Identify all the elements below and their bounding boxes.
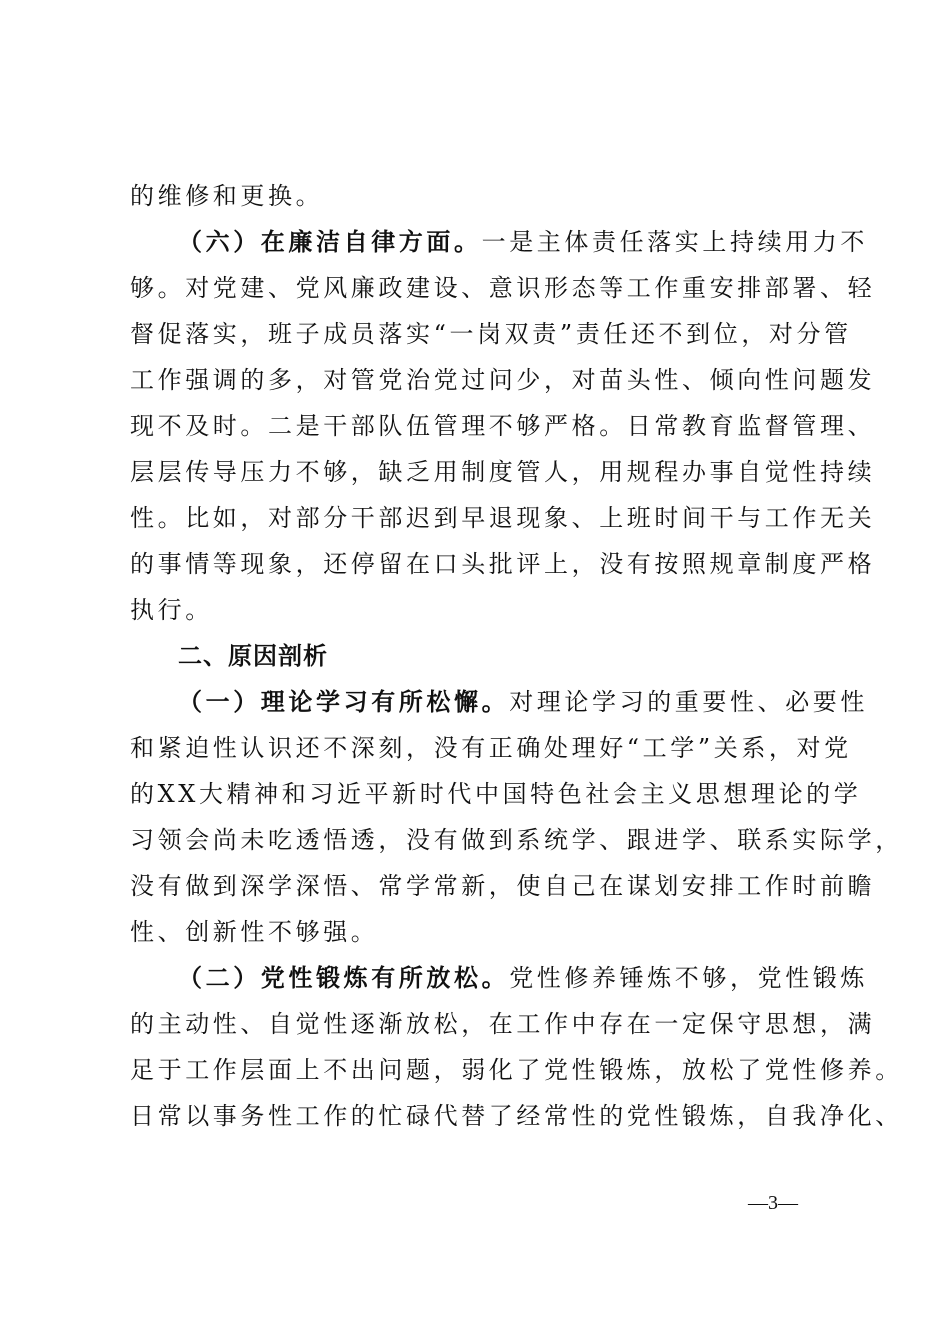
text-line: 足于工作层面上不出问题，弱化了党性锻炼，放松了党性修养。 [130,1056,903,1084]
text-line: 日常以事务性工作的忙碌代替了经常性的党性锻炼，自我净化、 [130,1102,903,1130]
text-line: 的XX大精神和习近平新时代中国特色社会主义思想理论的学 [130,780,862,808]
text-line: 的事情等现象，还停留在口头批评上，没有按照规章制度严格 [130,550,876,578]
page-number: —3— [748,1192,798,1214]
reason-one-title: （一）理论学习有所松懈。 [178,687,510,716]
paragraph-six-title: （六）在廉洁自律方面。 [178,227,482,256]
text-line: 执行。 [130,596,213,624]
section-heading: 二、原因剖析 [178,642,328,670]
text-line: 够。对党建、党风廉政建设、意识形态等工作重安排部署、轻 [130,274,876,302]
text-line: 性、创新性不够强。 [130,918,379,946]
text-line: 习领会尚未吃透悟透，没有做到系统学、跟进学、联系实际学， [130,826,903,854]
reason-one-opening [130,679,869,725]
paragraph-six-text: 一是主体责任落实上持续用力不 [481,228,869,256]
paragraph-six-opening [130,219,869,265]
text-line: 现不及时。二是干部队伍管理不够严格。日常教育监督管理、 [130,412,876,440]
text-line: 督促落实，班子成员落实“一岗双责”责任还不到位，对分管 [130,320,852,348]
reason-two-title: （二）党性锻炼有所放松。 [178,963,510,992]
reason-one-text: 对理论学习的重要性、必要性 [509,688,869,716]
text-line: 和紧迫性认识还不深刻，没有正确处理好“工学”关系，对党 [130,734,852,762]
text-line: 工作强调的多，对管党治党过问少，对苗头性、倾向性问题发 [130,366,876,394]
text-line: 的维修和更换。 [130,182,324,210]
text-line: 性。比如，对部分干部迟到早退现象、上班时间干与工作无关 [130,504,876,532]
reason-two-opening [130,955,869,1001]
body-text [130,173,903,1139]
text-line: 的主动性、自觉性逐渐放松，在工作中存在一定保守思想，满 [130,1010,876,1038]
text-line: 没有做到深学深悟、常学常新，使自己在谋划安排工作时前瞻 [130,872,876,900]
reason-two-text: 党性修养锤炼不够，党性锻炼 [509,964,869,992]
text-line: 层层传导压力不够，缺乏用制度管人，用规程办事自觉性持续 [130,458,876,486]
